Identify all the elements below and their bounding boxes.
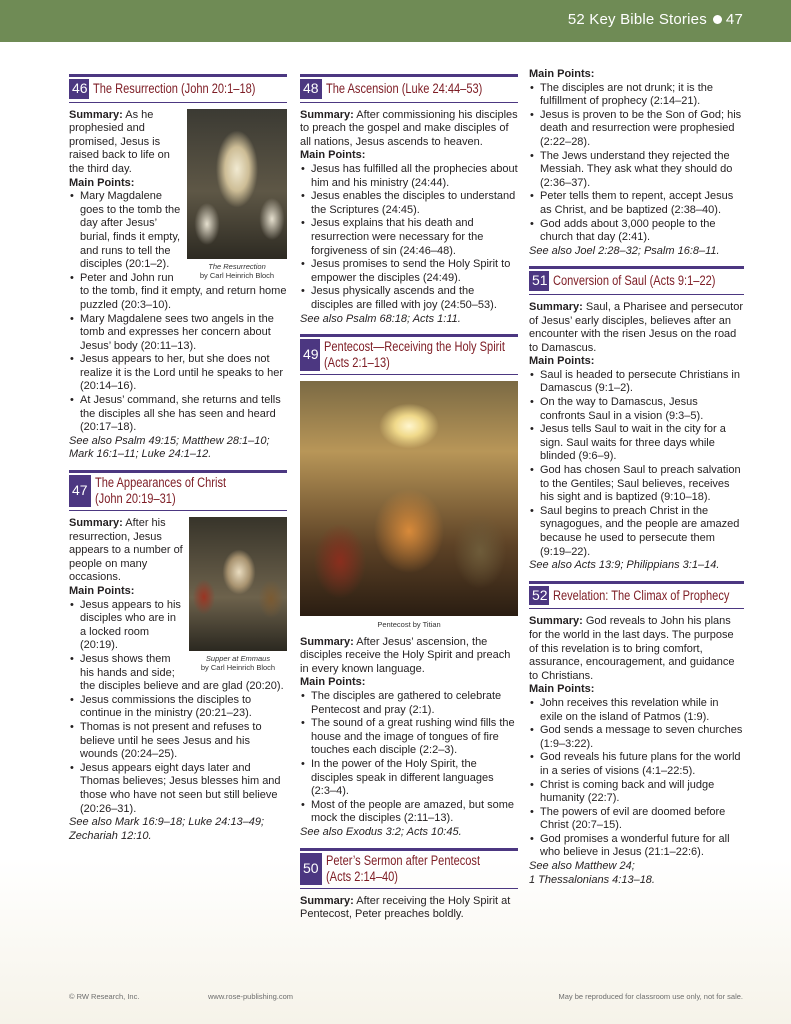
list-item: • God adds about 3,000 people to the church that day (2:41). — [529, 218, 744, 245]
page-number: 47 — [725, 11, 743, 28]
column-2 — [300, 62, 518, 922]
summary — [529, 301, 744, 355]
page-header — [568, 11, 743, 28]
heading-rule — [529, 581, 744, 584]
summary-text: After his resurrection, Jesus appears to a number of people on many occasions. — [69, 517, 183, 584]
main-points-list — [69, 599, 287, 817]
list-item: • The sound of a great rushing wind fills the house and the image of tongues of fire touches each disciple (2:2–3). — [300, 717, 518, 758]
section-heading-49 — [300, 334, 518, 375]
summary-label: Summary: — [300, 108, 354, 121]
heading-rule — [69, 74, 287, 77]
see-also: See also Exodus 3:2; Acts 10:45. — [300, 826, 462, 838]
list-item: • The disciples are gathered to celebrate Pentecost and pray (2:1). — [300, 690, 518, 717]
see-also: See also Psalm 49:15; Matthew 28:1–10; Mark 16:1–11; Luke 24:1–12. — [69, 434, 270, 461]
section-title: Peter’s Sermon after Pentecost — [325, 852, 480, 868]
main-points-label: Main Points: — [300, 149, 366, 162]
heading-rule — [300, 374, 518, 375]
footer-url: www.rose-publishing.com — [208, 992, 294, 1001]
figure-credit: by Carl Heinrich Bloch — [200, 663, 276, 673]
heading-rule — [300, 888, 518, 889]
summary — [300, 895, 518, 922]
section-heading-52 — [529, 581, 744, 610]
main-points-label: Main Points: — [529, 355, 595, 368]
main-points-list — [300, 690, 518, 826]
section-number: 48 — [300, 79, 322, 99]
heading-rule — [300, 848, 518, 851]
section-title: The Ascension (Luke 24:44–53) — [325, 80, 482, 96]
figure-caption: Pentecost by Titian — [377, 620, 441, 630]
main-points-label: Main Points: — [69, 585, 135, 597]
list-item: • Jesus shows them his hands and side; the disciples believe and are glad (20:20). — [69, 653, 287, 694]
see-also: See also Joel 2:28–32; Psalm 16:8–11. — [529, 244, 720, 257]
list-item: • God sends a message to seven churches (1:9–3:22). — [529, 724, 744, 751]
list-item: • Jesus appears eight days later and Thomas believes; Jesus blesses him and those who have not seen but still believe (20:26–31). — [69, 762, 287, 816]
main-points-list — [69, 190, 287, 435]
list-item: • Jesus appears to his disciples who are in a locked room (20:19). — [69, 599, 287, 653]
main-points-list — [300, 163, 518, 313]
list-item: • The Jews understand they rejected the Messiah. They ask what they should do (2:36–37). — [529, 150, 744, 191]
section-number: 46 — [69, 79, 89, 99]
list-item: • John receives this revelation while in exile on the island of Patmos (1:9). — [529, 697, 744, 724]
section-number: 47 — [69, 475, 91, 507]
list-item: • Jesus has fulfilled all the prophecies about him and his ministry (24:44). — [300, 163, 518, 190]
bullet-icon — [713, 15, 722, 24]
main-points-label: Main Points: — [529, 683, 595, 696]
summary — [300, 109, 518, 150]
main-points-list — [529, 697, 744, 860]
section-subtitle: (Acts 2:1–13) — [324, 355, 390, 371]
heading-rule — [529, 266, 744, 269]
list-item: • Peter and John run to the tomb, find it empty, and return home puzzled (20:3–10). — [69, 272, 287, 313]
figure-credit: by Carl Heinrich Bloch — [199, 270, 275, 280]
list-item: • On the way to Damascus, Jesus confronts Saul in a vision (9:3–5). — [529, 396, 744, 423]
list-item: • Peter tells them to repent, accept Jesus as Christ, and be baptized (2:38–40). — [529, 190, 744, 217]
section-title: Conversion of Saul (Acts 9:1–22) — [553, 273, 716, 289]
heading-rule — [300, 74, 518, 77]
column-3 — [529, 68, 744, 887]
header-bar — [0, 0, 791, 42]
summary-label: Summary: — [69, 517, 123, 530]
list-item: • Christ is coming back and will judge humanity (22:7). — [529, 779, 744, 806]
list-item: • God reveals his future plans for the world in a series of visions (4:1–22:5). — [529, 751, 744, 778]
section-title: Revelation: The Climax of Prophecy — [553, 587, 730, 603]
section-heading-46 — [69, 74, 287, 103]
summary-text: After Jesus’ ascension, the disciples receive the Holy Spirit and preach in every known language. — [300, 635, 511, 675]
section-subtitle: (John 20:19–31) — [94, 491, 176, 507]
list-item: • Jesus tells Saul to wait in the city for a sign. Saul waits for three days while blinded (9:6–9). — [529, 423, 744, 464]
summary-text: God reveals to John his plans for the world in the last days. The purpose of this revelation is to bring comfort, assurance, encouragement, and guidance to Christians. — [529, 615, 735, 682]
see-also: 1 Thessalonians 4:13–18. — [529, 873, 655, 886]
summary-label: Summary: — [529, 300, 583, 313]
section-number: 50 — [300, 853, 322, 885]
list-item: • At Jesus’ command, she returns and tells the disciples all she has seen and heard (20:17–18). — [69, 394, 287, 435]
summary-text: As he prophesied and promised, Jesus is raised back to life on the third day. — [69, 108, 170, 175]
list-item: • Jesus physically ascends and the disciples are filled with joy (24:50–53). — [300, 285, 518, 312]
section-heading-48 — [300, 74, 518, 103]
summary-text: After commissioning his disciples to preach the gospel and make disciples of all nations, Jesus ascends to heaven. — [300, 108, 518, 148]
list-item: • Jesus promises to send the Holy Spirit to empower the disciples (24:49). — [300, 258, 518, 285]
list-item: • The powers of evil are doomed before Christ (20:7–15). — [529, 806, 744, 833]
list-item: • Saul begins to preach Christ in the synagogues, and the people are amazed because he used to persecute them (9:19–22). — [529, 505, 744, 559]
footer-copyright: © RW Research, Inc. — [69, 992, 140, 1001]
list-item: • God promises a wonderful future for all who believe in Jesus (21:1–22:6). — [529, 833, 744, 860]
section-title: Pentecost—Receiving the Holy Spirit — [324, 339, 505, 355]
summary-label: Summary: — [529, 615, 583, 628]
main-points-list — [529, 369, 744, 559]
heading-rule — [529, 294, 744, 295]
summary-label: Summary: — [300, 635, 354, 648]
summary-label: Summary: — [69, 108, 123, 121]
list-item: • Jesus is proven to be the Son of God; his death and resurrection were prophesied (2:22–28). — [529, 109, 744, 150]
section-heading-50 — [300, 848, 518, 889]
header-title: 52 Key Bible Stories — [567, 11, 707, 28]
heading-rule — [69, 102, 287, 103]
list-item: • Mary Magdalene sees two angels in the tomb and expresses her concern about Jesus’ body (20:11–13). — [69, 313, 287, 354]
figure-title: The Resurrection — [208, 261, 266, 271]
see-also: See also Matthew 24; — [529, 860, 635, 873]
main-points-label: Main Points: — [300, 676, 366, 689]
column-1 — [69, 62, 287, 843]
see-also: See also Acts 13:9; Philippians 3:1–14. — [529, 559, 720, 572]
section-number: 52 — [529, 586, 549, 606]
list-item: • Jesus enables the disciples to understand the Scriptures (24:45). — [300, 190, 518, 217]
heading-rule — [529, 608, 744, 609]
section-heading-51 — [529, 266, 744, 295]
see-also: See also Psalm 68:18; Acts 1:11. — [300, 312, 461, 325]
section-heading-47 — [69, 470, 287, 511]
list-item: • In the power of the Holy Spirit, the disciples speak in different languages (2:3–4). — [300, 758, 518, 799]
pentecost-painting — [300, 381, 518, 616]
heading-rule — [300, 334, 518, 337]
main-points-label: Main Points: — [69, 176, 135, 189]
summary — [300, 636, 518, 677]
main-points-list — [529, 82, 744, 245]
section-title: The Resurrection (John 20:1–18) — [93, 80, 256, 96]
list-item: • Jesus commissions the disciples to continue in the ministry (20:21–23). — [69, 694, 287, 721]
summary-label: Summary: — [300, 894, 354, 907]
section-number: 49 — [300, 339, 320, 371]
section-number: 51 — [529, 271, 549, 291]
footer-note: May be reproduced for classroom use only, not for sale. — [558, 992, 743, 1001]
see-also: See also Mark 16:9–18; Luke 24:13–49; Zechariah 12:10. — [69, 816, 265, 842]
heading-rule — [69, 470, 287, 473]
section-subtitle: (Acts 2:14–40) — [325, 868, 398, 884]
main-points-label: Main Points: — [529, 68, 595, 80]
list-item: • Jesus explains that his death and resurrection were necessary for the forgiveness of sin (24:46–48). — [300, 217, 518, 258]
list-item: • God has chosen Saul to preach salvation to the Gentiles; Saul believes, receives his sight and is baptized (9:10–18). — [529, 464, 744, 505]
summary-text: After receiving the Holy Spirit at Pentecost, Peter preaches boldly. — [300, 894, 511, 921]
list-item: • Most of the people are amazed, but some mock the disciples (2:11–13). — [300, 799, 518, 826]
list-item: • Jesus appears to her, but she does not realize it is the Lord until he speaks to her (20:14–16). — [69, 353, 287, 394]
summary-text: Saul, a Pharisee and persecutor of Jesus’ early disciples, believes after an encounter with the risen Jesus on the road to Damascus. — [529, 300, 744, 354]
summary — [529, 615, 744, 683]
list-item: • Thomas is not present and refuses to believe until he sees Jesus and his wounds (20:24–25). — [69, 721, 287, 762]
section-title: The Appearances of Christ — [94, 475, 226, 491]
heading-rule — [300, 102, 518, 103]
heading-rule — [69, 510, 287, 511]
list-item: • Saul is headed to persecute Christians in Damascus (9:1–2). — [529, 369, 744, 396]
list-item: • The disciples are not drunk; it is the fulfillment of prophecy (2:14–21). — [529, 82, 744, 109]
figure-title: Supper at Emmaus — [205, 654, 271, 664]
list-item: • Mary Magdalene goes to the tomb the day after Jesus’ burial, finds it empty, and runs to tell the disciples (20:1–2). — [69, 190, 287, 272]
